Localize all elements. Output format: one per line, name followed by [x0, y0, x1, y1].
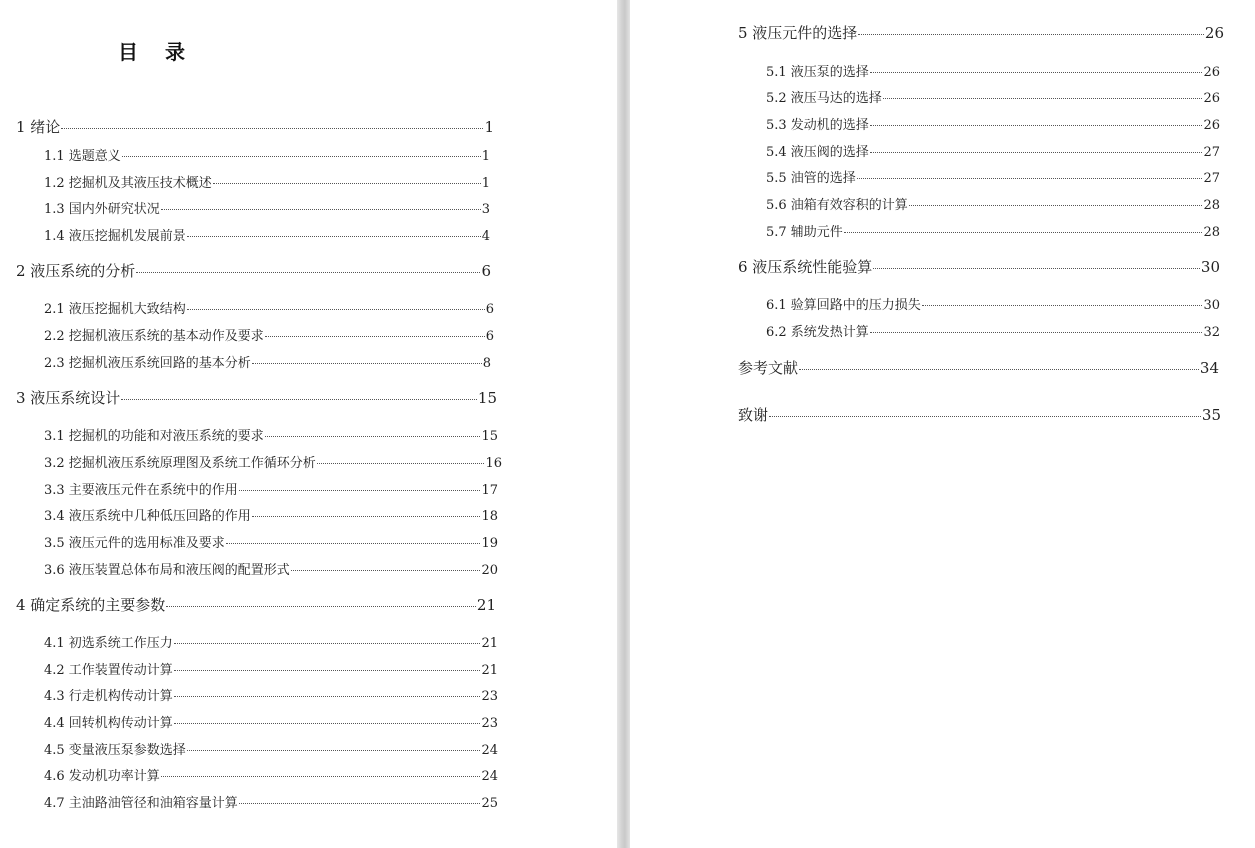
toc-entry-label: 致谢 [738, 406, 769, 424]
toc-leader-dots [769, 416, 1201, 417]
toc-leader-dots [265, 336, 485, 337]
toc-entry-label: 5.1 液压泵的选择 [766, 65, 869, 80]
toc-entry-page: 18 [481, 509, 498, 524]
toc-entry-page: 16 [485, 456, 502, 471]
toc-leader-dots [857, 178, 1203, 179]
toc-entry-section[interactable] [44, 145, 490, 163]
toc-entry-page: 26 [1203, 118, 1220, 133]
toc-entry-label: 4.3 行走机构传动计算 [44, 689, 173, 704]
toc-entry-page: 8 [482, 356, 491, 371]
toc-entry-section[interactable] [44, 479, 498, 497]
toc-entry-chapter[interactable] [738, 22, 1224, 42]
toc-entry-page: 20 [481, 563, 498, 578]
toc-entry-section[interactable] [44, 712, 498, 730]
toc-entry-page: 23 [481, 716, 498, 731]
toc-leader-dots [870, 332, 1203, 333]
toc-entry-section[interactable] [44, 532, 498, 550]
toc-entry-page: 21 [481, 636, 498, 651]
toc-leader-dots [909, 205, 1203, 206]
toc-leader-dots [187, 236, 481, 237]
toc-leader-dots [161, 776, 481, 777]
toc-leader-dots [174, 696, 481, 697]
toc-entry-page: 4 [481, 229, 490, 244]
toc-entry-chapter[interactable] [738, 256, 1220, 276]
toc-leader-dots [252, 516, 481, 517]
toc-entry-section[interactable] [44, 632, 498, 650]
toc-entry-label: 4.6 发动机功率计算 [44, 769, 160, 784]
toc-leader-dots [187, 309, 485, 310]
toc-leader-dots [174, 643, 481, 644]
toc-entry-label: 1.3 国内外研究状况 [44, 202, 160, 217]
toc-entry-label: 4.1 初选系统工作压力 [44, 636, 173, 651]
toc-entry-section[interactable] [766, 87, 1220, 105]
toc-entry-label: 4 确定系统的主要参数 [16, 596, 166, 614]
toc-entry-label: 参考文献 [738, 359, 799, 377]
toc-leader-dots [870, 125, 1203, 126]
document-page-right [630, 0, 1255, 848]
toc-leader-dots [136, 272, 480, 273]
toc-entry-label: 4.4 回转机构传动计算 [44, 716, 173, 731]
toc-entry-page: 34 [1199, 359, 1219, 377]
toc-leader-dots [213, 183, 481, 184]
toc-entry-section[interactable] [44, 225, 490, 243]
toc-entry-section[interactable] [44, 352, 491, 370]
toc-entry-page: 21 [481, 663, 498, 678]
toc-entry-label: 3 液压系统设计 [16, 389, 121, 407]
toc-entry-label: 6.1 验算回路中的压力损失 [766, 298, 921, 313]
toc-entry-page: 32 [1203, 325, 1220, 340]
toc-entry-section[interactable] [44, 325, 494, 343]
toc-entry-section[interactable] [44, 172, 490, 190]
toc-leader-dots [161, 209, 481, 210]
toc-entry-section[interactable] [766, 321, 1220, 339]
page-separator [617, 0, 630, 848]
toc-entry-section[interactable] [44, 659, 498, 677]
toc-entry-label: 6.2 系统发热计算 [766, 325, 869, 340]
toc-entry-chapter[interactable] [16, 387, 497, 407]
toc-entry-section[interactable] [44, 739, 498, 757]
toc-entry-label: 2.3 挖掘机液压系统回路的基本分析 [44, 356, 251, 371]
toc-entry-page: 26 [1203, 65, 1220, 80]
toc-entry-label: 2 液压系统的分析 [16, 262, 136, 280]
toc-entry-page: 35 [1201, 406, 1221, 424]
toc-entry-section[interactable] [44, 792, 498, 810]
toc-entry-page: 27 [1203, 145, 1220, 160]
toc-entry-label: 4.7 主油路油管径和油箱容量计算 [44, 796, 238, 811]
toc-entry-chapter[interactable] [16, 260, 491, 280]
toc-entry-page: 3 [481, 202, 490, 217]
toc-leader-dots [291, 570, 481, 571]
toc-leader-dots [61, 128, 483, 129]
toc-entry-page: 28 [1203, 198, 1220, 213]
toc-entry-page: 1 [481, 149, 490, 164]
toc-entry-page: 27 [1203, 171, 1220, 186]
toc-leader-dots [922, 305, 1203, 306]
toc-entry-page: 1 [481, 176, 490, 191]
document-page-left [0, 0, 617, 848]
toc-entry-label: 2.2 挖掘机液压系统的基本动作及要求 [44, 329, 264, 344]
toc-entry-label: 5.3 发动机的选择 [766, 118, 869, 133]
toc-entry-page: 6 [481, 262, 491, 280]
toc-entry-label: 3.3 主要液压元件在系统中的作用 [44, 483, 238, 498]
toc-entry-section[interactable] [766, 141, 1220, 159]
toc-entry-page: 30 [1203, 298, 1220, 313]
toc-entry-page: 15 [477, 389, 497, 407]
toc-title: 目 录 [118, 40, 195, 64]
toc-entry-section[interactable] [766, 167, 1220, 185]
toc-entry-section[interactable] [44, 685, 498, 703]
toc-leader-dots [121, 399, 477, 400]
toc-entry-label: 5.2 液压马达的选择 [766, 91, 882, 106]
toc-entry-section[interactable] [44, 298, 494, 316]
toc-entry-page: 15 [481, 429, 498, 444]
toc-entry-references[interactable] [738, 357, 1219, 377]
toc-leader-dots [252, 363, 482, 364]
toc-entry-label: 5.4 液压阀的选择 [766, 145, 869, 160]
toc-entry-chapter[interactable] [16, 116, 494, 136]
toc-entry-section[interactable] [766, 61, 1220, 79]
toc-entry-label: 3.5 液压元件的选用标准及要求 [44, 536, 225, 551]
toc-entry-label: 1.4 液压挖掘机发展前景 [44, 229, 186, 244]
toc-entry-acknowledgements[interactable] [738, 404, 1221, 424]
toc-entry-page: 19 [481, 536, 498, 551]
toc-entry-label: 5.6 油箱有效容积的计算 [766, 198, 908, 213]
toc-entry-section[interactable] [44, 505, 498, 523]
toc-entry-page: 25 [481, 796, 498, 811]
toc-leader-dots [873, 268, 1200, 269]
toc-leader-dots [239, 490, 481, 491]
toc-entry-label: 6 液压系统性能验算 [738, 258, 873, 276]
toc-leader-dots [122, 156, 481, 157]
toc-entry-label: 3.6 液压装置总体布局和液压阀的配置形式 [44, 563, 290, 578]
toc-entry-label: 1.2 挖掘机及其液压技术概述 [44, 176, 212, 191]
toc-entry-page: 26 [1203, 91, 1220, 106]
toc-entry-page: 1 [484, 118, 494, 136]
toc-entry-label: 1.1 选题意义 [44, 149, 121, 164]
toc-entry-page: 6 [485, 329, 494, 344]
toc-entry-section[interactable] [766, 294, 1220, 312]
toc-entry-section[interactable] [44, 765, 498, 783]
toc-leader-dots [187, 750, 481, 751]
toc-entry-section[interactable] [44, 452, 502, 470]
toc-entry-page: 24 [481, 743, 498, 758]
toc-entry-label: 3.2 挖掘机液压系统原理图及系统工作循环分析 [44, 456, 316, 471]
toc-leader-dots [239, 803, 481, 804]
toc-entry-section[interactable] [44, 559, 498, 577]
toc-entry-page: 24 [481, 769, 498, 784]
toc-leader-dots [844, 232, 1203, 233]
toc-entry-label: 3.1 挖掘机的功能和对液压系统的要求 [44, 429, 264, 444]
toc-entry-label: 5.5 油管的选择 [766, 171, 856, 186]
toc-leader-dots [166, 606, 476, 607]
toc-entry-page: 26 [1204, 24, 1224, 42]
toc-entry-section[interactable] [766, 221, 1220, 239]
toc-entry-page: 28 [1203, 225, 1220, 240]
toc-leader-dots [870, 152, 1203, 153]
toc-entry-label: 5 液压元件的选择 [738, 24, 858, 42]
toc-entry-section[interactable] [44, 198, 490, 216]
toc-leader-dots [174, 670, 481, 671]
toc-leader-dots [226, 543, 481, 544]
toc-entry-page: 23 [481, 689, 498, 704]
toc-leader-dots [265, 436, 481, 437]
toc-leader-dots [799, 369, 1199, 370]
toc-entry-page: 21 [476, 596, 496, 614]
toc-leader-dots [317, 463, 485, 464]
toc-entry-page: 30 [1200, 258, 1220, 276]
toc-entry-section[interactable] [44, 425, 498, 443]
toc-entry-label: 1 绪论 [16, 118, 61, 136]
toc-entry-label: 3.4 液压系统中几种低压回路的作用 [44, 509, 251, 524]
toc-entry-chapter[interactable] [16, 594, 496, 614]
toc-entry-section[interactable] [766, 114, 1220, 132]
toc-entry-page: 6 [485, 302, 494, 317]
toc-entry-section[interactable] [766, 194, 1220, 212]
toc-leader-dots [870, 72, 1203, 73]
toc-entry-label: 4.2 工作装置传动计算 [44, 663, 173, 678]
toc-leader-dots [174, 723, 481, 724]
toc-entry-page: 17 [481, 483, 498, 498]
toc-leader-dots [883, 98, 1203, 99]
toc-entry-label: 5.7 辅助元件 [766, 225, 843, 240]
toc-entry-label: 4.5 变量液压泵参数选择 [44, 743, 186, 758]
toc-leader-dots [858, 34, 1204, 35]
toc-entry-label: 2.1 液压挖掘机大致结构 [44, 302, 186, 317]
